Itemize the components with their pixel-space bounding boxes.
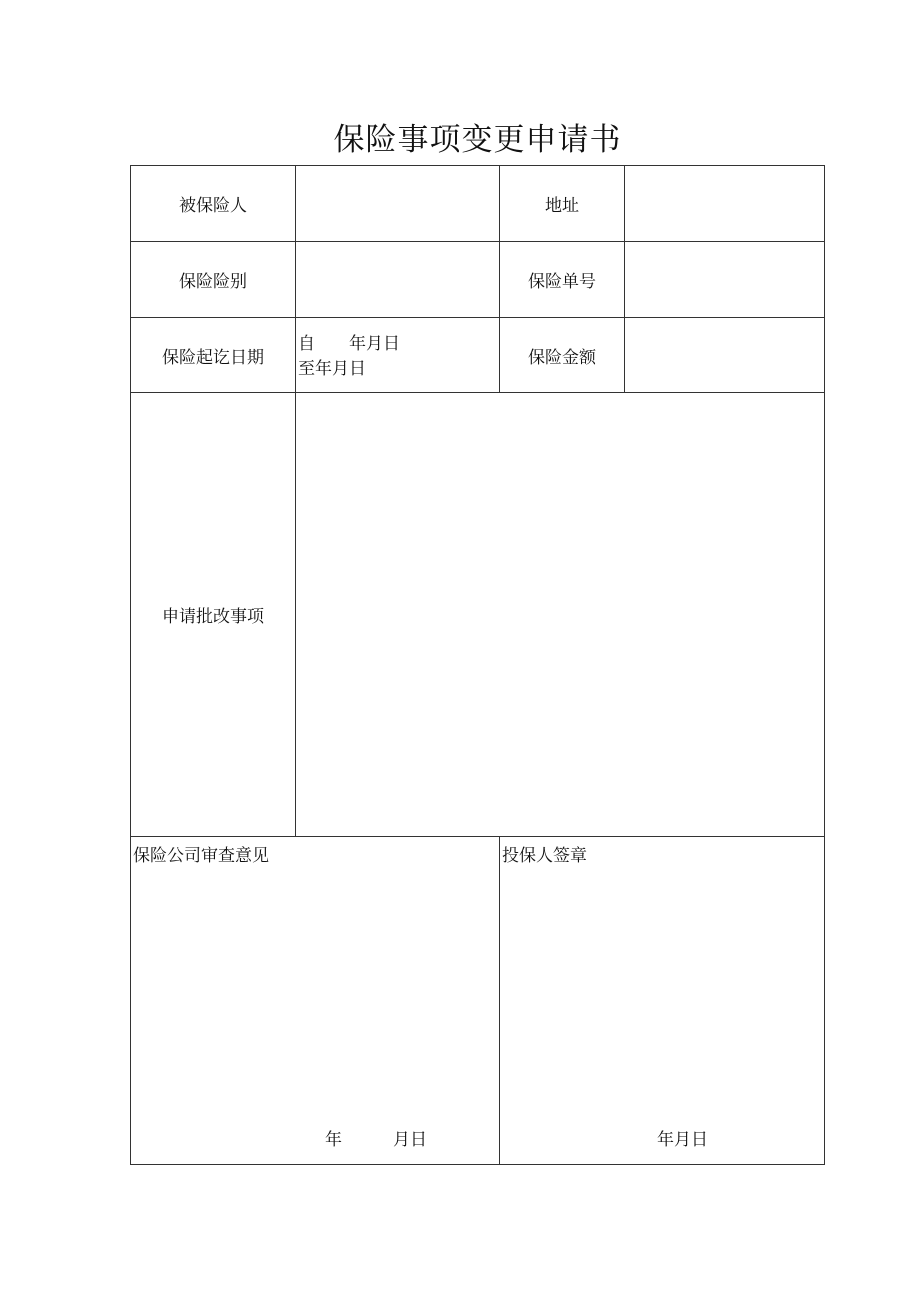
insurance-category-field[interactable] xyxy=(296,242,500,318)
address-label: 地址 xyxy=(500,166,625,242)
company-opinion-section[interactable] xyxy=(131,837,500,1164)
policy-number-label: 保险单号 xyxy=(500,242,625,318)
period-from-text: 自 年月日 xyxy=(298,334,400,354)
insurance-period-field[interactable] xyxy=(296,318,500,393)
insurance-period-dates xyxy=(298,332,400,382)
applicant-signature-date: 年月日 xyxy=(657,1130,708,1150)
policy-number-field[interactable] xyxy=(625,242,824,318)
insured-label: 被保险人 xyxy=(131,166,296,242)
insured-field[interactable] xyxy=(296,166,500,242)
company-opinion-date: 年 月日 xyxy=(325,1130,427,1150)
page-title: 保险事项变更申请书 xyxy=(333,122,622,158)
applicant-signature-section[interactable] xyxy=(500,837,824,1164)
address-field[interactable] xyxy=(625,166,824,242)
change-items-label: 申请批改事项 xyxy=(131,393,296,837)
insured-amount-field[interactable] xyxy=(625,318,824,393)
insured-amount-label: 保险金额 xyxy=(500,318,625,393)
change-items-field[interactable] xyxy=(296,393,824,837)
applicant-signature-label: 投保人签章 xyxy=(502,846,587,866)
insurance-period-label: 保险起讫日期 xyxy=(131,318,296,393)
insurance-category-label: 保险险别 xyxy=(131,242,296,318)
application-form xyxy=(130,165,825,1165)
company-opinion-label: 保险公司审查意见 xyxy=(133,846,269,866)
period-to-text: 至年月日 xyxy=(298,359,366,379)
